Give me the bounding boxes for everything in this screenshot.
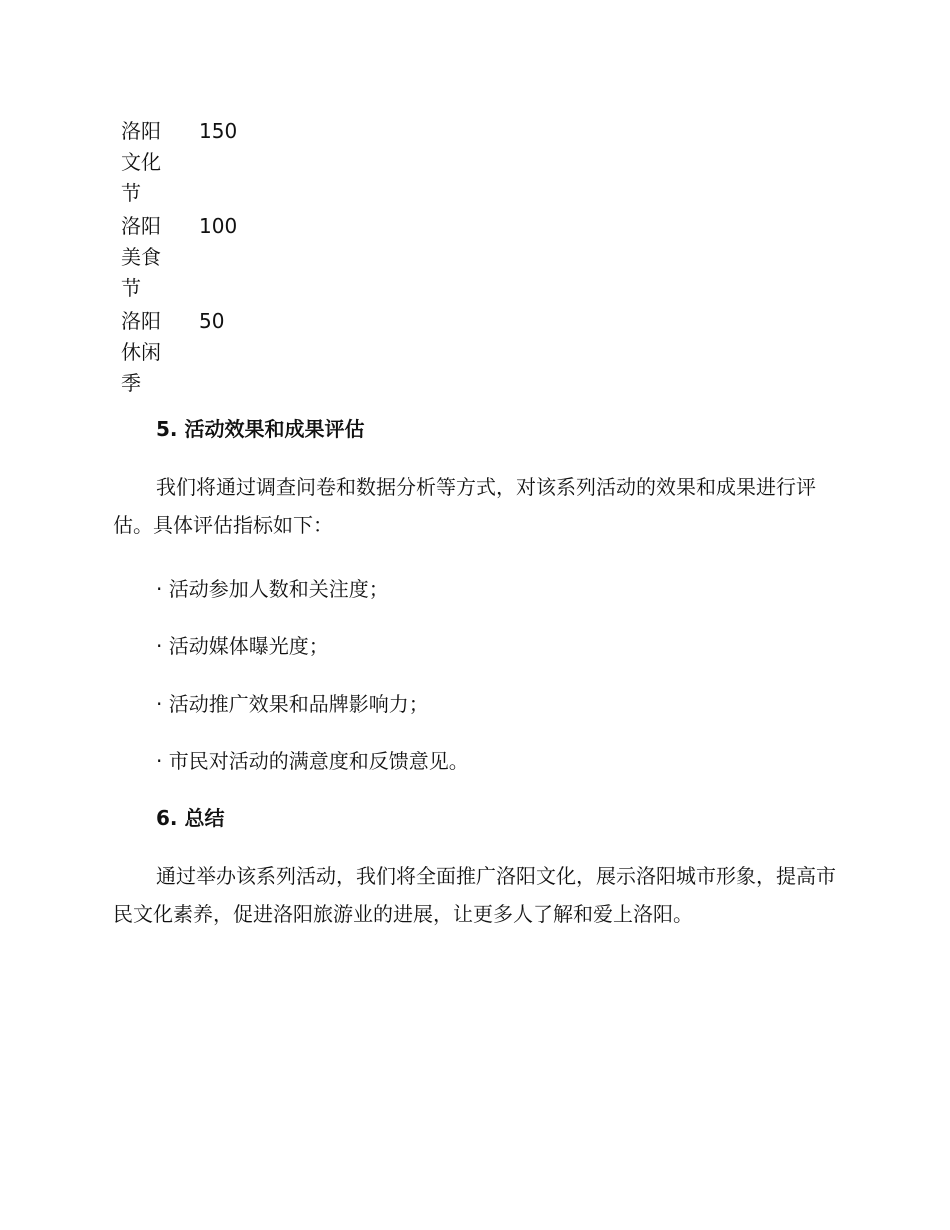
list-item: · 活动推广效果和品牌影响力； bbox=[156, 692, 429, 716]
activity-value-cell: 150 bbox=[199, 119, 238, 143]
section-heading-summary: 6. 总结 bbox=[156, 806, 225, 830]
activity-name-cell: 洛阳美食节 bbox=[121, 214, 161, 300]
list-item: · 活动媒体曝光度； bbox=[156, 634, 329, 658]
list-item: · 活动参加人数和关注度； bbox=[156, 577, 389, 601]
summary-paragraph: 通过举办该系列活动，我们将全面推广洛阳文化，展示洛阳城市形象，提高市民文化素养，促进洛阳旅游业的进展，让更多人了解和爱上洛阳。 bbox=[113, 864, 836, 926]
list-item: · 市民对活动的满意度和反馈意见。 bbox=[156, 749, 469, 773]
activity-name-cell: 洛阳休闲季 bbox=[121, 309, 161, 395]
table-row bbox=[113, 304, 237, 399]
activity-name-cell: 洛阳文化节 bbox=[121, 119, 161, 205]
activity-value-cell: 50 bbox=[199, 309, 225, 333]
budget-table bbox=[113, 116, 237, 399]
section-heading-evaluation: 5. 活动效果和成果评估 bbox=[156, 417, 365, 441]
table-row bbox=[113, 209, 237, 304]
activity-value-cell: 100 bbox=[199, 214, 238, 238]
evaluation-paragraph: 我们将通过调查问卷和数据分析等方式，对该系列活动的效果和成果进行评估。具体评估指标如下： bbox=[113, 475, 816, 537]
table-row bbox=[113, 116, 237, 209]
